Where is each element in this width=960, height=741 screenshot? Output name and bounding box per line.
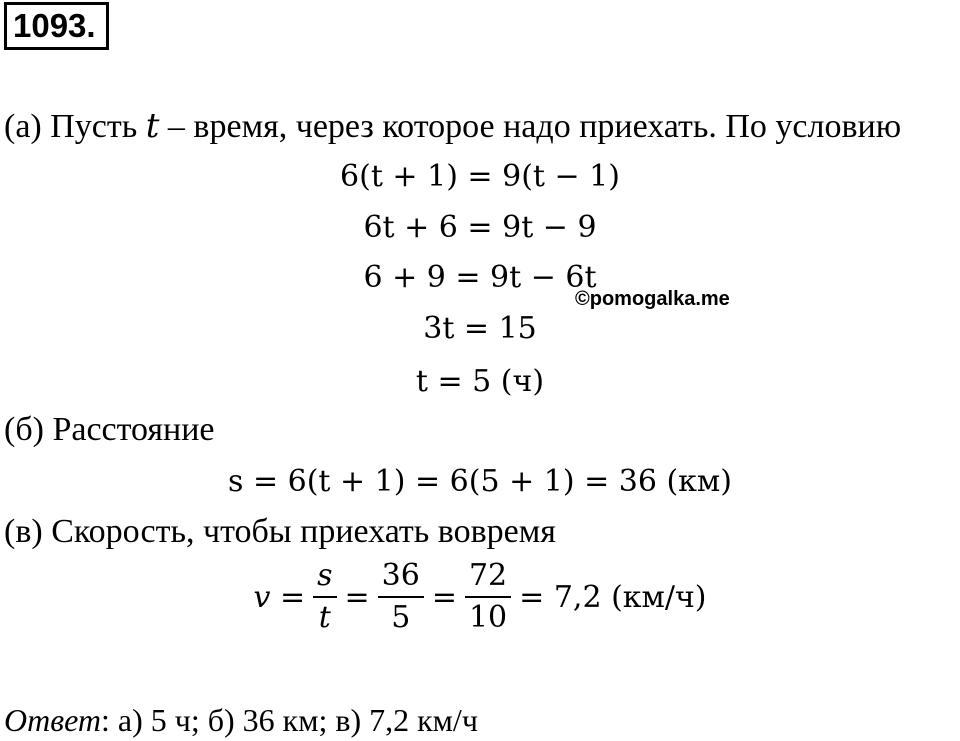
equation-c [0, 556, 960, 638]
equation-a-4: 3t = 15 [423, 311, 537, 346]
fraction-denominator: 10 [468, 600, 508, 635]
part-a-intro-prefix: (а) Пусть [4, 108, 146, 145]
equation-a-3: 6 + 9 = 9t − 6t [363, 260, 597, 295]
equals-sign: = [431, 579, 457, 615]
fraction-numerator: 72 [465, 556, 511, 598]
fraction-denominator: 5 [391, 600, 411, 635]
problem-number: 1093. [4, 2, 109, 50]
equation-b: s = 6(t + 1) = 6(5 + 1) = 36 (км) [228, 464, 732, 499]
answer-text: : а) 5 ч; б) 36 км; в) 7,2 км/ч [101, 702, 478, 738]
part-a-intro-variable: t [145, 106, 160, 146]
equation-a-1: 6(t + 1) = 9(t − 1) [340, 159, 620, 194]
part-a-intro [4, 106, 901, 147]
equation-a-5: t = 5 (ч) [415, 364, 545, 399]
velocity-lhs: v = [253, 579, 306, 615]
fraction-numerator: 36 [378, 556, 424, 598]
answer-line [4, 700, 478, 740]
answer-label: Ответ [4, 702, 101, 738]
watermark: ©pomogalka.me [575, 288, 730, 310]
equals-sign: = [344, 579, 370, 615]
part-c-intro: (в) Скорость, чтобы приехать вовремя [4, 513, 556, 550]
fraction-36-over-5 [378, 556, 424, 638]
part-a-intro-suffix: – время, через которое надо приехать. По условию [159, 108, 902, 145]
fraction-72-over-10 [465, 556, 511, 638]
equation-a-2: 6t + 6 = 9t − 9 [363, 210, 597, 245]
fraction-s-over-t [313, 556, 336, 638]
fraction-denominator: t [318, 600, 331, 635]
fraction-numerator: s [313, 556, 336, 598]
part-b-intro: (б) Расстояние [4, 411, 215, 448]
velocity-result: = 7,2 (км/ч) [519, 579, 707, 615]
